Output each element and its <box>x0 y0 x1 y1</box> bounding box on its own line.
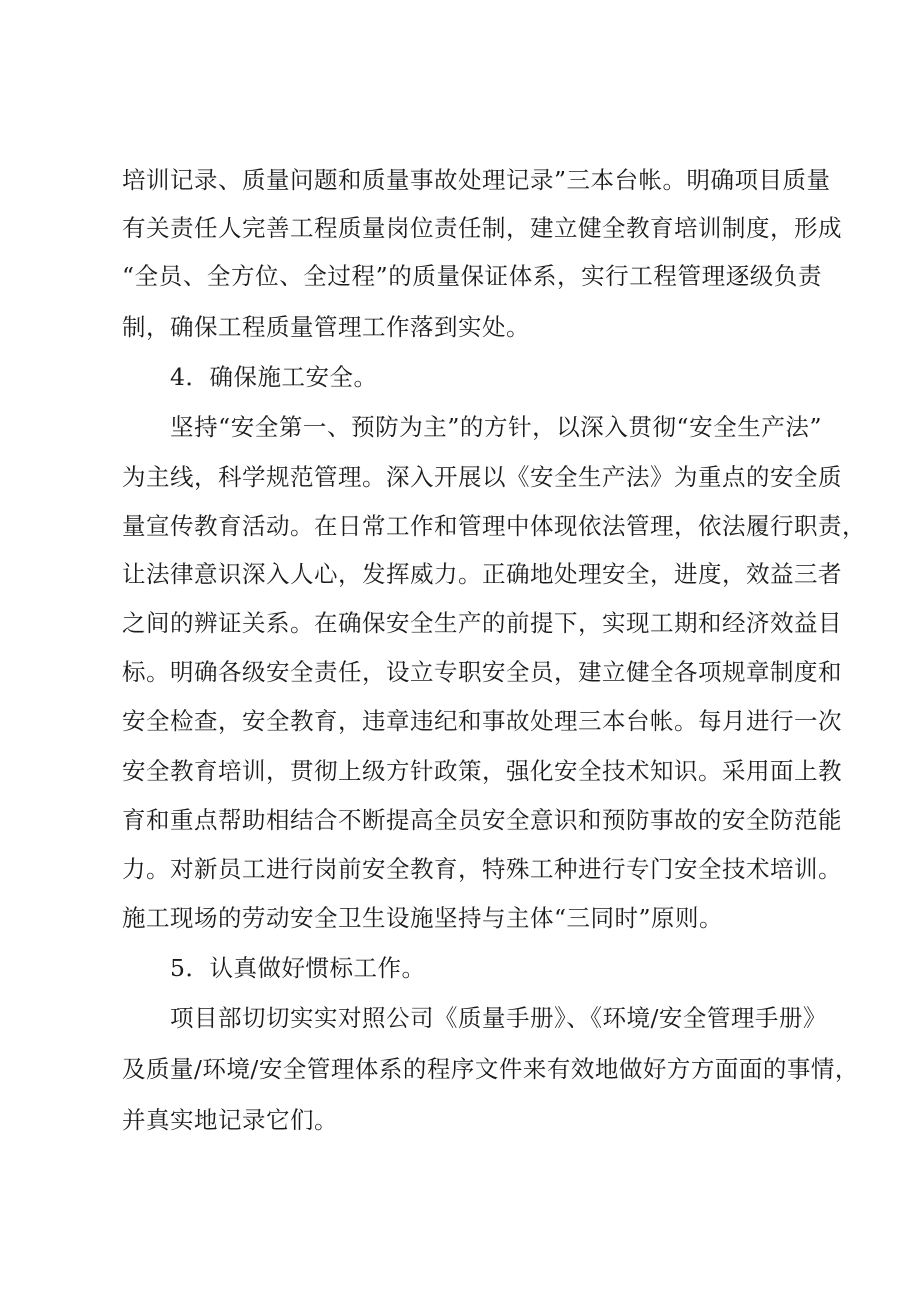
text-line: 让法律意识深入人心，发挥威力。正确地处理安全，进度，效益三者 <box>122 560 842 588</box>
text-line: 育和重点帮助相结合不断提高全员安全意识和预防事故的安全防范能 <box>122 806 842 834</box>
text-line: 并真实地记录它们。 <box>122 1106 338 1134</box>
text-line: 项目部切切实实对照公司《质量手册》、《环境/安全管理手册》 <box>170 1004 827 1032</box>
text-line: 力。对新员工进行岗前安全教育，特殊工种进行专门安全技术培训。 <box>122 855 842 883</box>
text-line: 有关责任人完善工程质量岗位责任制，建立健全教育培训制度，形成 <box>122 214 842 242</box>
text-line: 安全检查，安全教育，违章违纪和事故处理三本台帐。每月进行一次 <box>122 707 842 735</box>
text-line: 制，确保工程质量管理工作落到实处。 <box>122 313 530 341</box>
text-line: “全员、全方位、全过程”的质量保证体系，实行工程管理逐级负责 <box>122 262 822 290</box>
section-heading: 4．确保施工安全。 <box>170 363 378 391</box>
text-line: 培训记录、质量问题和质量事故处理记录”三本台帐。明确项目质量 <box>122 166 831 194</box>
text-line: 安全教育培训，贯彻上级方针政策，强化安全技术知识。采用面上教 <box>122 757 842 785</box>
text-line: 施工现场的劳动安全卫生设施坚持与主体“三同时”原则。 <box>122 904 724 932</box>
text-line: 及质量/环境/安全管理体系的程序文件来有效地做好方方面面的事情， <box>122 1055 859 1083</box>
text-line: 为主线，科学规范管理。深入开展以《安全生产法》为重点的安全质 <box>122 463 842 491</box>
text-line: 之间的辨证关系。在确保安全生产的前提下，实现工期和经济效益目 <box>122 609 842 637</box>
text-line: 坚持“安全第一、预防为主”的方针，以深入贯彻“安全生产法” <box>170 413 822 441</box>
section-heading: 5．认真做好惯标工作。 <box>170 954 426 982</box>
text-line: 标。明确各级安全责任，设立专职安全员，建立健全各项规章制度和 <box>122 658 842 686</box>
text-line: 量宣传教育活动。在日常工作和管理中体现依法管理，依法履行职责， <box>122 512 866 540</box>
